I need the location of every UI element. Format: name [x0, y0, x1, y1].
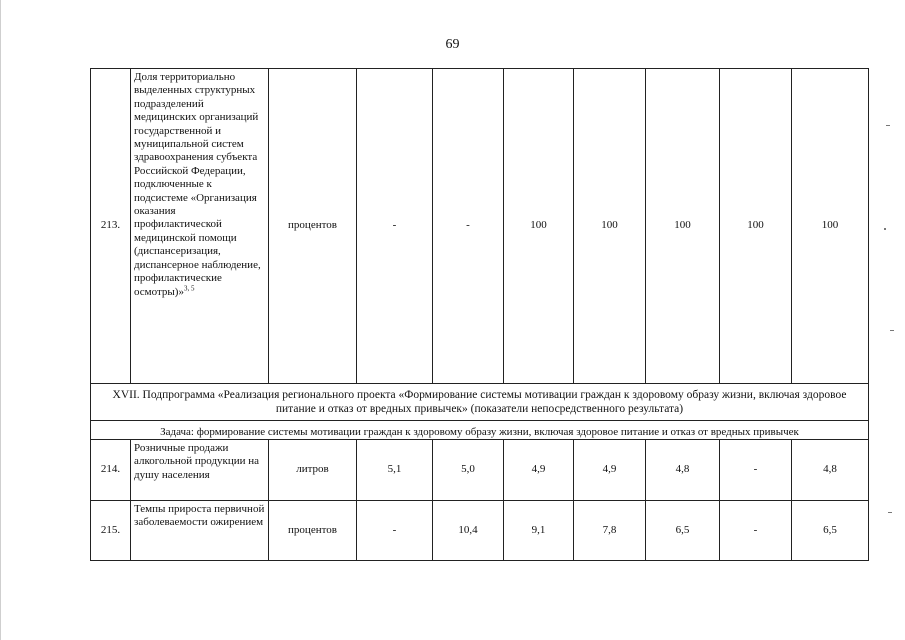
value-cell: - [720, 501, 792, 561]
row-unit: процентов [269, 69, 357, 384]
value-cell: - [357, 501, 433, 561]
section-heading-row [91, 384, 869, 421]
value-cell: 6,5 [792, 501, 869, 561]
margin-mark [888, 512, 892, 513]
task-text: Задача: формирование системы мотивации граждан к здоровому образу жизни, включая здоровое питание и отказ от вредных привычек [91, 421, 869, 440]
margin-mark [884, 228, 886, 230]
task-row [91, 421, 869, 440]
value-cell: 4,9 [574, 440, 646, 501]
row-description: Розничные продажи алкогольной продукции на душу населения [131, 440, 269, 501]
table-row-214 [91, 440, 869, 501]
value-cell: 100 [574, 69, 646, 384]
row-description: Темпы прироста первичной заболеваемости ожирением [131, 501, 269, 561]
page-left-edge [0, 0, 1, 640]
page-number: 69 [445, 37, 460, 52]
row-description [131, 69, 269, 384]
section-title: XVII. Подпрограмма «Реализация регионального проекта «Формирование системы мотивации граждан к здоровому образу жизни, включая здоровое питание и отказ от вредных привычек» (показатели непосредственного результата) [91, 384, 869, 421]
value-cell: - [433, 69, 504, 384]
value-cell: 5,1 [357, 440, 433, 501]
row-unit: процентов [269, 501, 357, 561]
value-cell: - [720, 440, 792, 501]
row-number: 215. [91, 501, 131, 561]
value-cell: 6,5 [646, 501, 720, 561]
footnote-ref: 3, 5 [183, 283, 195, 292]
value-cell: 100 [504, 69, 574, 384]
table-row-215 [91, 501, 869, 561]
value-cell: 7,8 [574, 501, 646, 561]
margin-mark [890, 330, 894, 331]
table-row-213 [91, 69, 869, 384]
row-number: 214. [91, 440, 131, 501]
indicators-table [90, 68, 869, 561]
value-cell: - [357, 69, 433, 384]
value-cell: 100 [792, 69, 869, 384]
value-cell: 100 [720, 69, 792, 384]
value-cell: 4,9 [504, 440, 574, 501]
row-number: 213. [91, 69, 131, 384]
value-cell: 9,1 [504, 501, 574, 561]
value-cell: 4,8 [792, 440, 869, 501]
margin-mark [886, 125, 890, 126]
value-cell: 10,4 [433, 501, 504, 561]
row-description-text: Доля территориально выделенных структурных подразделений медицинских организаций государственной и муниципальной систем здравоохранения субъекта Российской Федерации, подключенные к подсистеме «Организация оказания профилактической медицинской помощи (диспансеризация, диспансерное наблюдение, профилактические осмотры)» [134, 71, 261, 298]
value-cell: 5,0 [433, 440, 504, 501]
row-unit: литров [269, 440, 357, 501]
value-cell: 100 [646, 69, 720, 384]
value-cell: 4,8 [646, 440, 720, 501]
